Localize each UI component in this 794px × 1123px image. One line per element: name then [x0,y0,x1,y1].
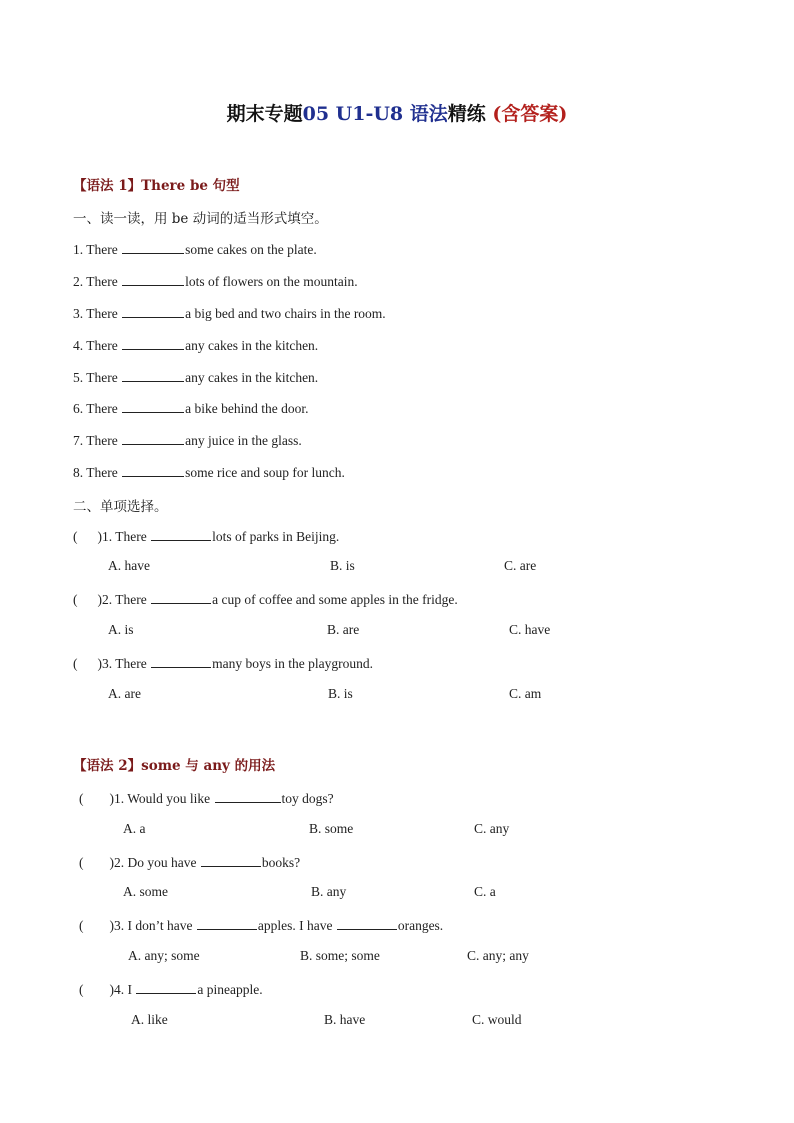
page-title [0,99,794,126]
choice-question-3 [79,916,443,934]
answer-paren-open: ( [79,855,84,870]
answer-paren-open: ( [79,982,84,997]
question-text: toy dogs? [281,791,334,806]
answer-blank[interactable] [122,304,184,318]
question-label: )1. Would you like [109,791,211,806]
answer-blank [151,527,211,541]
option-c[interactable]: C. any; any [467,948,529,963]
choice-question-3 [73,654,373,672]
answer-blank [201,853,261,867]
option-a[interactable]: A. some [123,884,168,899]
question-text: a pineapple. [197,982,263,997]
title-code: 05 U1-U8 [302,103,404,125]
item-label: 3. There [73,306,118,321]
answer-blank [337,916,397,930]
item-label: 2. There [73,274,118,289]
answer-blank [215,789,281,803]
answer-blank[interactable] [122,240,184,254]
item-label: 4. There [73,338,118,353]
answer-paren-open: ( [73,656,78,671]
item-label: 8. There [73,465,118,480]
item-text: some rice and soup for lunch. [185,465,345,480]
option-a[interactable]: A. like [131,1012,168,1027]
question-text: oranges. [397,918,444,933]
question-text: books? [261,855,301,870]
item-text: some cakes on the plate. [185,242,317,257]
fill-item-5 [73,368,318,386]
option-a[interactable]: A. have [108,558,150,573]
item-label: 5. There [73,370,118,385]
section1-part2-instruction: 二、单项选择。 [73,499,168,515]
choice-question-4 [79,980,263,998]
question-label: )2. Do you have [109,855,197,870]
answer-blank [136,980,196,994]
item-label: 1. There [73,242,118,257]
section2-heading: 【语法 2】some 与 any 的用法 [73,758,276,774]
option-c[interactable]: C. any [474,821,510,836]
answer-paren-open: ( [73,592,78,607]
option-b[interactable]: B. any [311,884,347,899]
answer-blank[interactable] [122,272,184,286]
answer-paren-open: ( [79,791,84,806]
option-c[interactable]: C. am [509,686,542,701]
option-a[interactable]: A. any; some [128,948,200,963]
item-text: any cakes in the kitchen. [185,370,319,385]
answer-blank[interactable] [122,431,184,445]
fill-item-6 [73,399,308,417]
item-text: a big bed and two chairs in the room. [185,306,386,321]
title-part2: 精练 [447,103,486,125]
option-a[interactable]: A. is [108,622,134,637]
title-grammar: 语法 [409,103,448,125]
section1-part1-instruction: 一、读一读，用 be 动词的适当形式填空。 [73,211,328,227]
item-text: a bike behind the door. [185,401,309,416]
answer-blank[interactable] [122,368,184,382]
option-b[interactable]: B. are [327,622,360,637]
choice-question-2 [73,590,458,608]
answer-blank[interactable] [122,463,184,477]
title-answer: (含答案) [492,103,568,125]
choice-question-1 [73,527,339,545]
option-c[interactable]: C. have [509,622,551,637]
option-b[interactable]: B. some [309,821,354,836]
option-b[interactable]: B. is [328,686,353,701]
question-text: many boys in the playground. [212,656,373,671]
answer-blank [197,916,257,930]
fill-item-2 [73,272,358,290]
item-text: any juice in the glass. [185,433,302,448]
answer-blank [151,590,211,604]
item-label: 6. There [73,401,118,416]
answer-blank[interactable] [122,399,184,413]
fill-item-8 [73,463,345,481]
question-label: )2. There [97,592,147,607]
question-text-mid: apples. I have [257,918,333,933]
fill-item-7 [73,431,302,449]
item-text: any cakes in the kitchen. [185,338,319,353]
question-label: )3. I don’t have [109,918,193,933]
fill-item-3 [73,304,386,322]
option-c[interactable]: C. a [474,884,496,899]
item-label: 7. There [73,433,118,448]
section1-heading: 【语法 1】There be 句型 [73,178,240,194]
question-text: lots of parks in Beijing. [212,529,340,544]
option-b[interactable]: B. some; some [300,948,380,963]
option-b[interactable]: B. is [330,558,355,573]
choice-question-1 [79,789,334,807]
option-b[interactable]: B. have [324,1012,366,1027]
question-label: )1. There [97,529,147,544]
answer-blank[interactable] [122,336,184,350]
question-text: a cup of coffee and some apples in the fridge. [212,592,458,607]
answer-blank [151,654,211,668]
title-part1: 期末专题 [226,103,303,125]
choice-question-2 [79,853,300,871]
question-label: )4. I [109,982,132,997]
fill-item-4 [73,336,318,354]
item-text: lots of flowers on the mountain. [185,274,358,289]
option-c[interactable]: C. would [472,1012,522,1027]
question-label: )3. There [97,656,147,671]
option-a[interactable]: A. are [108,686,141,701]
answer-paren-open: ( [79,918,84,933]
fill-item-1 [73,240,317,258]
option-c[interactable]: C. are [504,558,537,573]
answer-paren-open: ( [73,529,78,544]
option-a[interactable]: A. a [123,821,146,836]
